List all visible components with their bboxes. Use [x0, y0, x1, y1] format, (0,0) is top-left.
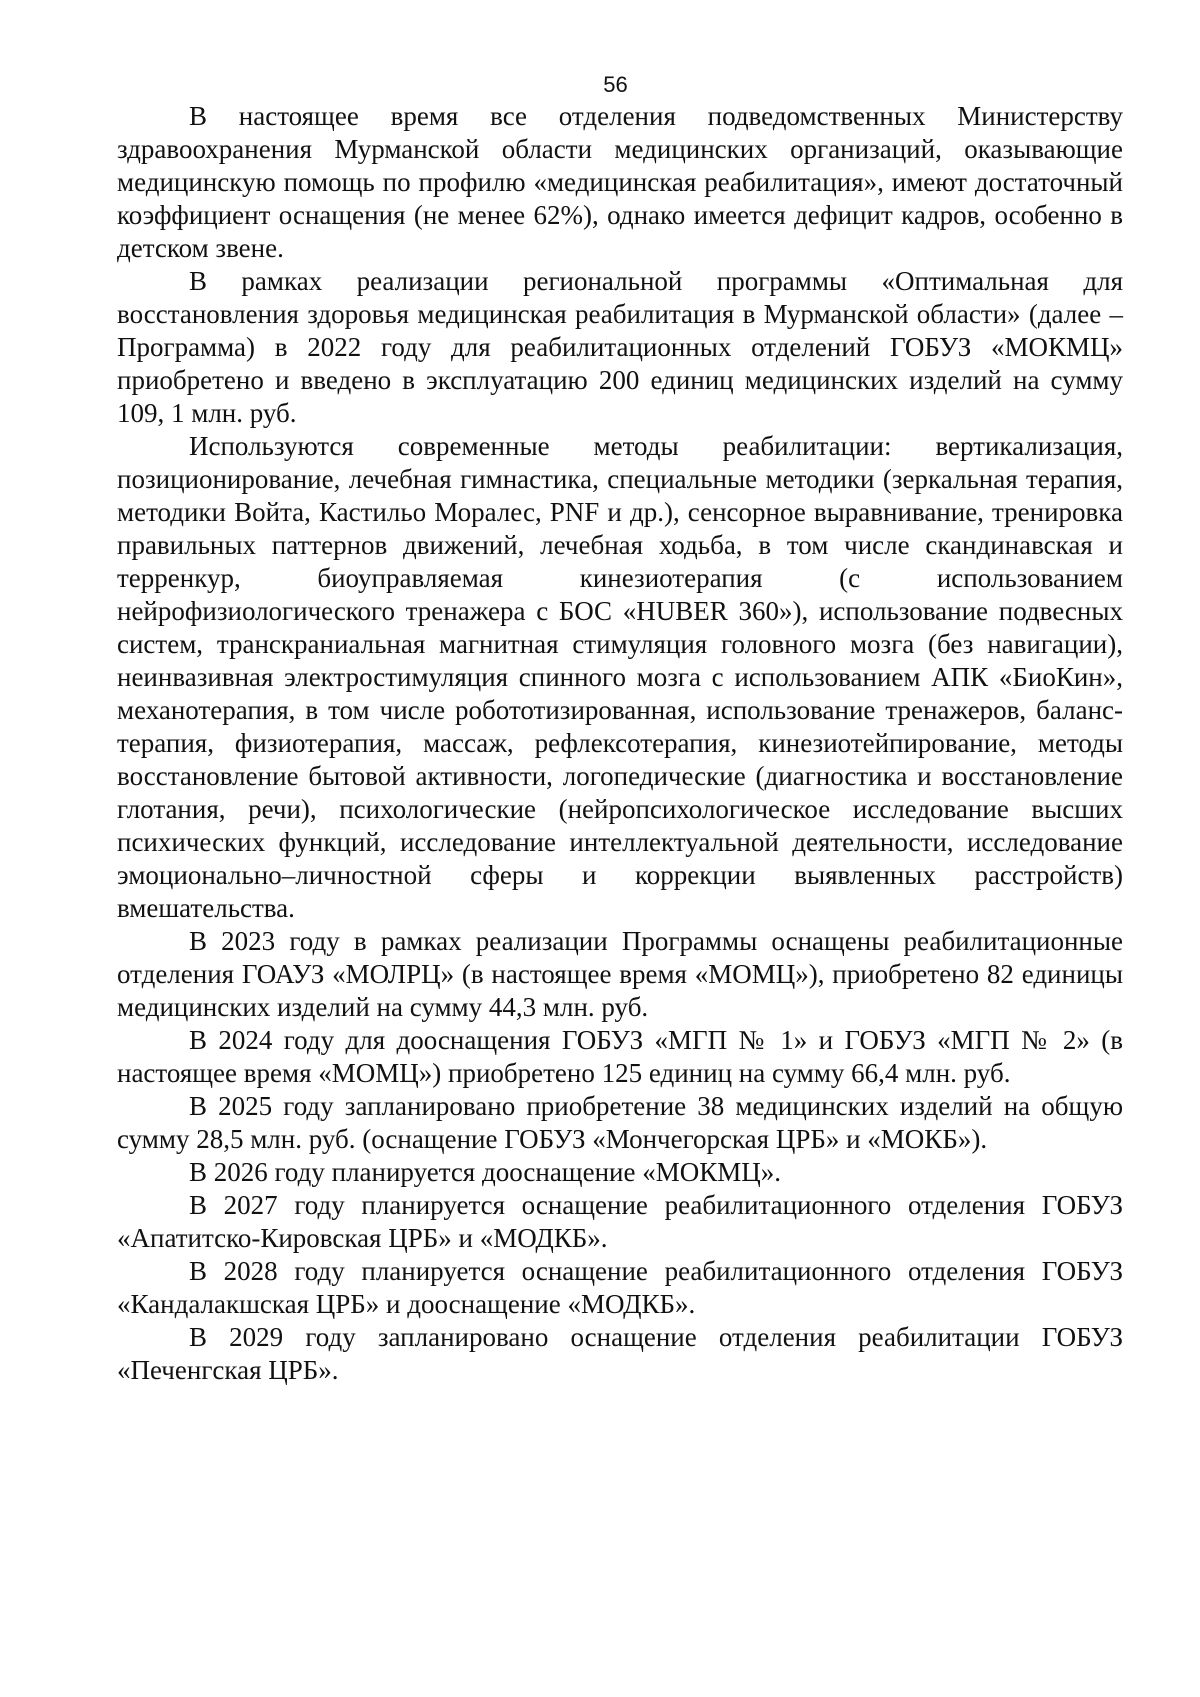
paragraph-2029: В 2029 году запланировано оснащение отделения реабилитации ГОБУЗ «Печенгская ЦРБ».: [117, 1322, 1123, 1385]
document-body: [117, 100, 1123, 1387]
paragraph-2023: В 2023 году в рамках реализации Программы оснащены реабилитационные отделения ГОАУЗ «МОЛРЦ» (в настоящее время «МОМЦ»), приобретено 82 единицы медицинских изделий на сумму 44,3 млн. руб.: [117, 926, 1123, 1022]
page-number: 56: [603, 72, 628, 97]
paragraph-2027: В 2027 году планируется оснащение реабилитационного отделения ГОБУЗ «Апатитско-Кировская ЦРБ» и «МОДКБ».: [117, 1190, 1123, 1253]
paragraph-rehab-methods: Используются современные методы реабилитации: вертикализация, позиционирование, лечебная гимнастика, специальные методики (зеркальная терапия, методики Войта, Кастильо Моралес, PNF и др.), сенсорное выравнивание, тренировка правильных паттернов движений, лечебная ходьба, в том числе скандинавская и терренкур, биоуправляемая кинезиотерапия (с использованием нейрофизиологического тренажера с БОС «HUBER 360»), использование подвесных систем, транскраниальная магнитная стимуляция головного мозга (без навигации), неинвазивная электростимуляция спинного мозга с использованием АПК «БиоКин», механотерапия, в том числе робототизированная, использование тренажеров, баланс-терапия, физиотерапия, массаж, рефлексотерапия, кинезиотейпирование, методы восстановление бытовой активности, логопедические (диагностика и восстановление глотания, речи), психологические (нейропсихологическое исследование высших психических функций, исследование интеллектуальной деятельности, исследование эмоционально–личностной сферы и коррекции выявленных расстройств) вмешательства.: [117, 431, 1123, 923]
paragraph-program-2022: В рамках реализации региональной программы «Оптимальная для восстановления здоровья медицинская реабилитация в Мурманской области» (далее – Программа) в 2022 году для реабилитационных отделений ГОБУЗ «МОКМЦ» приобретено и введено в эксплуатацию 200 единиц медицинских изделий на сумму 109, 1 млн. руб.: [117, 266, 1123, 428]
paragraph-2024: В 2024 году для дооснащения ГОБУЗ «МГП № 1» и ГОБУЗ «МГП № 2» (в настоящее время «МОМЦ») приобретено 125 единиц на сумму 66,4 млн. руб.: [117, 1025, 1123, 1088]
paragraph-2026: В 2026 году планируется дооснащение «МОКМЦ».: [189, 1157, 781, 1187]
paragraph-2028: В 2028 году планируется оснащение реабилитационного отделения ГОБУЗ «Кандалакшская ЦРБ» и дооснащение «МОДКБ».: [117, 1256, 1123, 1319]
paragraph-2025: В 2025 году запланировано приобретение 38 медицинских изделий на общую сумму 28,5 млн. руб. (оснащение ГОБУЗ «Мончегорская ЦРБ» и «МОКБ»).: [117, 1091, 1123, 1154]
paragraph-equipment-status: В настоящее время все отделения подведомственных Министерству здравоохранения Мурманской области медицинских организаций, оказывающие медицинскую помощь по профилю «медицинская реабилитация», имеют достаточный коэффициент оснащения (не менее 62%), однако имеется дефицит кадров, особенно в детском звене.: [117, 101, 1123, 263]
